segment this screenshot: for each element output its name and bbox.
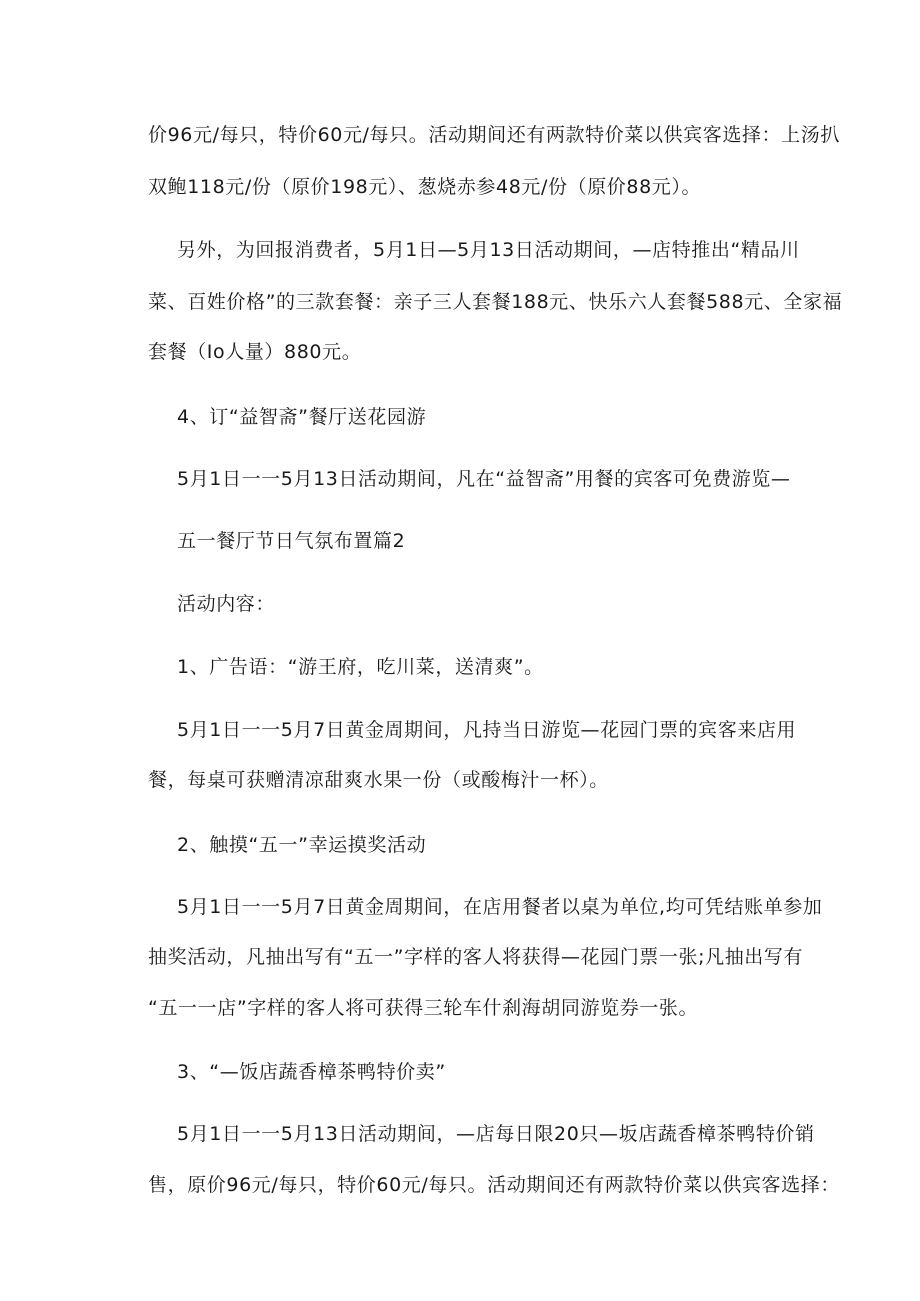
text-line: “五一一店”字样的客人将可获得三轮车什刹海胡同游览券一张。 — [148, 997, 699, 1019]
text-line: 5月1日一一5月13日活动期间，—店每日限20只—坂店蔬香樟茶鸭特价销 — [177, 1123, 815, 1145]
section-heading: 1、广告语：“游王府，吃川菜，送清爽”。 — [177, 656, 544, 678]
section-heading: 3、“—饭店蔬香樟茶鸭特价卖” — [177, 1061, 446, 1083]
section-heading: 2、触摸“五一”幸运摸奖活动 — [177, 834, 427, 856]
text-line: 抽奖活动，凡抽出写有“五一”字样的客人将获得—花园门票一张;凡抽出写有 — [148, 946, 804, 968]
text-line: 价96元/每只，特价60元/每只。活动期间还有两款特价菜以供宾客选择：上汤扒 — [148, 124, 840, 146]
text-line: 餐，每桌可获赠清凉甜爽水果一份（或酸梅汁一杯）。 — [148, 769, 609, 791]
text-line: 5月1日一一5月7日黄金周期间，凡持当日游览—花园门票的宾客来店用 — [177, 719, 797, 741]
text-line: 5月1日一一5月13日活动期间，凡在“益智斋”用餐的宾客可免费游览— — [177, 468, 791, 490]
text-line: 5月1日一一5月7日黄金周期间，在店用餐者以桌为单位,均可凭结账单参加 — [177, 896, 823, 918]
text-line: 售，原价96元/每只，特价60元/每只。活动期间还有两款特价菜以供宾客选择： — [148, 1174, 840, 1196]
section-heading: 4、订“益智斋”餐厅送花园游 — [177, 406, 427, 428]
section-heading: 活动内容： — [177, 593, 276, 615]
text-line: 双鲍118元/份（原价198元）、葱烧赤参48元/份（原价88元）。 — [148, 176, 702, 198]
text-line: 套餐（Io人量）880元。 — [148, 341, 362, 363]
text-line: 另外，为回报消费者，5月1日—5月13日活动期间，—店特推出“精品川 — [177, 239, 800, 261]
text-line: 菜、百姓价格”的三款套餐：亲子三人套餐188元、快乐六人套餐588元、全家福 — [148, 291, 843, 313]
section-title: 五一餐厅节日气氛布置篇2 — [177, 530, 406, 552]
